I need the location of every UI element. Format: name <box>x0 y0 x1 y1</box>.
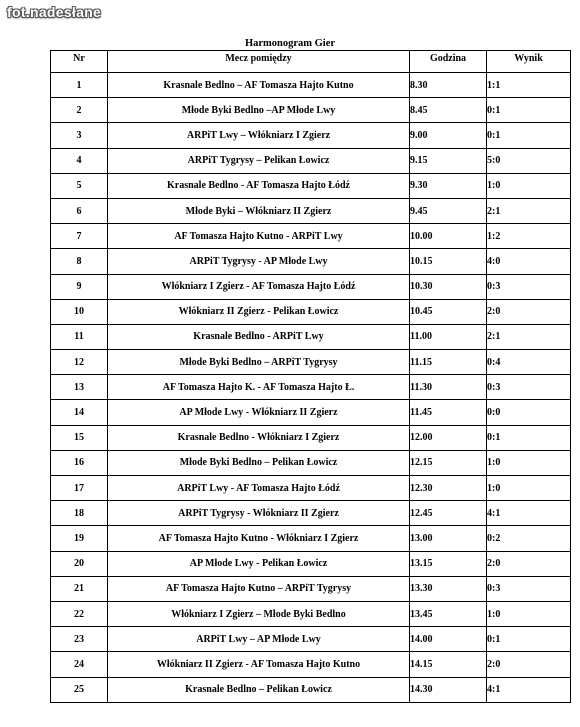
row-number: 4 <box>51 148 108 173</box>
row-number: 5 <box>51 173 108 198</box>
row-time: 10.15 <box>410 249 487 274</box>
row-match: Krasnale Bedlno - AF Tomasza Hajto Łódź <box>108 173 410 198</box>
table-row <box>51 450 571 475</box>
table-row <box>51 198 571 223</box>
row-number: 10 <box>51 299 108 324</box>
table-row <box>51 299 571 324</box>
table-row <box>51 249 571 274</box>
row-result: 5:0 <box>487 148 571 173</box>
row-number: 18 <box>51 501 108 526</box>
row-time: 9.00 <box>410 123 487 148</box>
row-result: 2:1 <box>487 324 571 349</box>
row-result: 0:0 <box>487 400 571 425</box>
row-result: 1:0 <box>487 476 571 501</box>
row-match: Krasnale Bedlno - ARPiT Lwy <box>108 324 410 349</box>
row-result: 0:1 <box>487 123 571 148</box>
table-row <box>51 400 571 425</box>
row-match: Młode Byki Bedlno – Pelikan Łowicz <box>108 450 410 475</box>
row-result: 1:2 <box>487 224 571 249</box>
table-row <box>51 350 571 375</box>
table-row <box>51 476 571 501</box>
row-time: 12.00 <box>410 425 487 450</box>
row-result: 4:1 <box>487 677 571 702</box>
row-result: 0:1 <box>487 425 571 450</box>
schedule-table-body <box>51 73 571 703</box>
row-match: Włókniarz I Zgierz – Młode Byki Bedlno <box>108 601 410 626</box>
row-match: ARPiT Tygrysy - AP Młode Lwy <box>108 249 410 274</box>
row-result: 2:0 <box>487 652 571 677</box>
row-match: ARPiT Lwy – Włókniarz I Zgierz <box>108 123 410 148</box>
row-result: 0:4 <box>487 350 571 375</box>
row-time: 11.45 <box>410 400 487 425</box>
row-number: 17 <box>51 476 108 501</box>
row-match: Krasnale Bedlno – AF Tomasza Hajto Kutno <box>108 73 410 98</box>
row-result: 2:0 <box>487 299 571 324</box>
row-match: Krasnale Bedlno – Pelikan Łowicz <box>108 677 410 702</box>
row-match: AF Tomasza Hajto Kutno – ARPiT Tygrysy <box>108 576 410 601</box>
table-row <box>51 98 571 123</box>
row-match: Włókniarz II Zgierz - AF Tomasza Hajto Kutno <box>108 652 410 677</box>
table-row <box>51 148 571 173</box>
row-result: 1:0 <box>487 450 571 475</box>
row-match: AP Młode Lwy - Pelikan Łowicz <box>108 551 410 576</box>
row-number: 20 <box>51 551 108 576</box>
row-match: ARPiT Tygrysy - Włókniarz II Zgierz <box>108 501 410 526</box>
row-time: 14.30 <box>410 677 487 702</box>
row-number: 14 <box>51 400 108 425</box>
row-result: 0:3 <box>487 375 571 400</box>
header-time: Godzina <box>410 51 487 73</box>
row-time: 10.00 <box>410 224 487 249</box>
row-time: 14.15 <box>410 652 487 677</box>
schedule-table <box>50 50 571 703</box>
row-result: 0:2 <box>487 526 571 551</box>
row-number: 2 <box>51 98 108 123</box>
row-match: AF Tomasza Hajto K. - AF Tomasza Hajto Ł. <box>108 375 410 400</box>
row-number: 3 <box>51 123 108 148</box>
row-match: Młode Byki – Włókniarz II Zgierz <box>108 198 410 223</box>
table-row <box>51 173 571 198</box>
schedule-title: Harmonogram Gier <box>244 38 336 49</box>
header-nr: Nr <box>51 51 108 73</box>
row-match: AP Młode Lwy - Włókniarz II Zgierz <box>108 400 410 425</box>
row-match: AF Tomasza Hajto Kutno - ARPiT Lwy <box>108 224 410 249</box>
row-result: 0:1 <box>487 98 571 123</box>
row-match: Krasnale Bedlno - Włókniarz I Zgierz <box>108 425 410 450</box>
row-time: 8.45 <box>410 98 487 123</box>
table-row <box>51 526 571 551</box>
row-number: 11 <box>51 324 108 349</box>
table-row <box>51 375 571 400</box>
table-row <box>51 551 571 576</box>
row-result: 1:0 <box>487 601 571 626</box>
row-number: 24 <box>51 652 108 677</box>
row-number: 23 <box>51 627 108 652</box>
row-number: 13 <box>51 375 108 400</box>
row-number: 21 <box>51 576 108 601</box>
row-time: 11.15 <box>410 350 487 375</box>
row-result: 1:0 <box>487 173 571 198</box>
row-time: 11.30 <box>410 375 487 400</box>
row-time: 14.00 <box>410 627 487 652</box>
schedule-table-header <box>51 51 571 73</box>
header-result: Wynik <box>487 51 571 73</box>
row-number: 25 <box>51 677 108 702</box>
row-result: 0:3 <box>487 274 571 299</box>
row-time: 9.45 <box>410 198 487 223</box>
row-time: 13.30 <box>410 576 487 601</box>
row-number: 8 <box>51 249 108 274</box>
table-row <box>51 425 571 450</box>
row-time: 10.30 <box>410 274 487 299</box>
table-row <box>51 501 571 526</box>
row-result: 2:1 <box>487 198 571 223</box>
row-result: 4:1 <box>487 501 571 526</box>
row-time: 12.45 <box>410 501 487 526</box>
row-match: Młode Byki Bedlno –AP Młode Lwy <box>108 98 410 123</box>
row-time: 12.30 <box>410 476 487 501</box>
header-row <box>51 51 571 73</box>
row-match: Młode Byki Bedlno – ARPiT Tygrysy <box>108 350 410 375</box>
row-time: 9.30 <box>410 173 487 198</box>
row-time: 8.30 <box>410 73 487 98</box>
table-row <box>51 601 571 626</box>
row-number: 9 <box>51 274 108 299</box>
row-number: 7 <box>51 224 108 249</box>
row-match: ARPiT Tygrysy – Pelikan Łowicz <box>108 148 410 173</box>
row-result: 2:0 <box>487 551 571 576</box>
row-number: 6 <box>51 198 108 223</box>
row-result: 0:3 <box>487 576 571 601</box>
row-match: ARPiT Lwy - AF Tomasza Hajto Łódź <box>108 476 410 501</box>
row-match: AF Tomasza Hajto Kutno - Włókniarz I Zgierz <box>108 526 410 551</box>
row-result: 1:1 <box>487 73 571 98</box>
row-match: ARPiT Lwy – AP Młode Lwy <box>108 627 410 652</box>
table-row <box>51 73 571 98</box>
row-time: 9.15 <box>410 148 487 173</box>
table-row <box>51 627 571 652</box>
table-row <box>51 324 571 349</box>
row-time: 13.45 <box>410 601 487 626</box>
photo-credit-watermark: fot.nadesłane <box>7 4 102 20</box>
row-number: 1 <box>51 73 108 98</box>
row-match: Włókniarz II Zgierz - Pelikan Łowicz <box>108 299 410 324</box>
table-row <box>51 274 571 299</box>
table-row <box>51 576 571 601</box>
row-number: 15 <box>51 425 108 450</box>
row-time: 13.00 <box>410 526 487 551</box>
row-time: 12.15 <box>410 450 487 475</box>
row-number: 12 <box>51 350 108 375</box>
table-row <box>51 652 571 677</box>
row-result: 0:1 <box>487 627 571 652</box>
table-row <box>51 123 571 148</box>
row-result: 4:0 <box>487 249 571 274</box>
table-row <box>51 224 571 249</box>
row-number: 19 <box>51 526 108 551</box>
row-number: 22 <box>51 601 108 626</box>
row-time: 13.15 <box>410 551 487 576</box>
row-number: 16 <box>51 450 108 475</box>
header-match: Mecz pomiędzy <box>108 51 410 73</box>
row-match: Włókniarz I Zgierz - AF Tomasza Hajto Łódź <box>108 274 410 299</box>
row-time: 11.00 <box>410 324 487 349</box>
table-row <box>51 677 571 702</box>
row-time: 10.45 <box>410 299 487 324</box>
